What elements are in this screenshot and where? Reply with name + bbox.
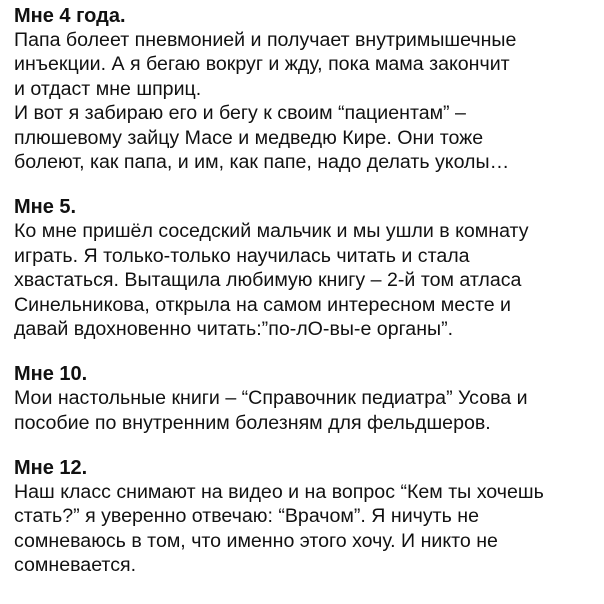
- paragraph-line: инъекции. А я бегаю вокруг и жду, пока мама закончит: [14, 53, 510, 76]
- section-heading: Мне 4 года.: [14, 5, 126, 27]
- section-age-10: [14, 362, 594, 435]
- paragraph-line: пособие по внутренним болезням для фельдшеров.: [14, 411, 491, 434]
- section-heading: Мне 10.: [14, 363, 88, 386]
- paragraph-line: Папа болеет пневмонией и получает внутримышечные: [14, 29, 517, 51]
- section-heading: Мне 5.: [14, 196, 77, 219]
- section-heading: Мне 12.: [14, 457, 88, 480]
- section-age-5: [14, 195, 594, 341]
- section-age-12: [14, 456, 594, 578]
- paragraph-line: хвастаться. Вытащила любимую книгу – 2-й том атласа: [14, 269, 522, 292]
- paragraph-line: Ко мне пришёл соседский мальчик и мы ушли в комнату: [14, 220, 529, 243]
- paragraph-line: стать?” я уверенно отвечаю: “Врачом”. Я ничуть не: [14, 505, 479, 528]
- paragraph-line: сомневаюсь в том, что именно этого хочу. И никто не: [14, 529, 498, 552]
- paragraph-line: давай вдохновенно читать:”по-лО-вы-е органы”.: [14, 317, 454, 340]
- paragraph-line: Наш класс снимают на видео и на вопрос “Кем ты хочешь: [14, 481, 544, 504]
- paragraph-line: болеют, как папа, и им, как папе, надо делать уколы…: [14, 150, 510, 173]
- paragraph-line: сомневается.: [14, 554, 137, 577]
- paragraph-line: играть. Я только-только научилась читать и стала: [14, 244, 470, 267]
- paragraph-line: Мои настольные книги – “Справочник педиатра” Усова и: [14, 387, 528, 410]
- paragraph-line: Синельникова, открыла на самом интересном месте и: [14, 293, 511, 316]
- paragraph-line: плюшевому зайцу Масе и медведю Кире. Они тоже: [14, 126, 484, 149]
- paragraph-line: И вот я забираю его и бегу к своим “пациентам” –: [14, 102, 466, 125]
- paragraph-line: и отдаст мне шприц.: [14, 77, 202, 100]
- story-document: [14, 4, 594, 578]
- section-age-4: [14, 4, 594, 174]
